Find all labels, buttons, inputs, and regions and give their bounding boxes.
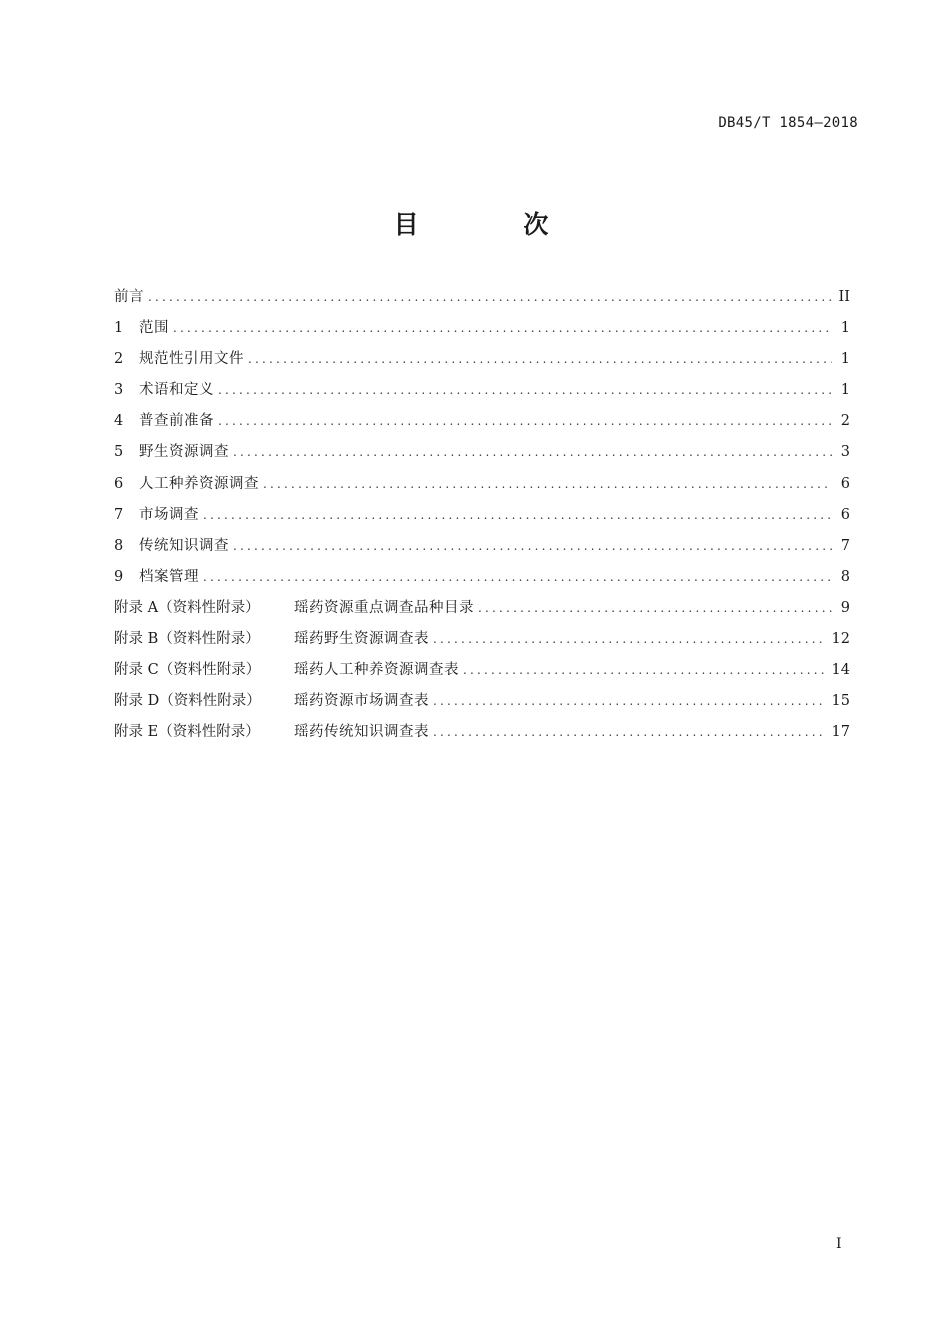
page-title: 目 次 — [393, 210, 597, 239]
toc-leader-dots — [248, 349, 832, 369]
toc-entry[interactable] — [114, 411, 850, 442]
toc-entry-label: 规范性引用文件 — [139, 351, 244, 368]
toc-entry-number: 1 — [114, 320, 124, 337]
toc-leader-dots — [463, 660, 826, 680]
toc-entry-label: 范围 — [139, 320, 169, 337]
toc-entry-page: 7 — [840, 537, 850, 554]
toc-entry-page: 8 — [840, 568, 850, 585]
toc-entry-page: 14 — [831, 662, 850, 679]
toc-entry-appendix-prefix: 附录 D（资料性附录） — [114, 693, 261, 710]
toc-entry-number: 2 — [114, 351, 124, 368]
toc-entry-page: 6 — [840, 475, 850, 492]
toc-leader-dots — [173, 318, 832, 338]
toc-leader-dots — [233, 536, 832, 556]
toc-leader-dots — [203, 567, 832, 587]
toc-leader-dots — [433, 629, 826, 649]
toc-entry-number: 4 — [114, 413, 124, 430]
toc-leader-dots — [433, 722, 826, 742]
toc-entry-page: 1 — [840, 320, 850, 337]
toc-leader-dots — [478, 598, 832, 618]
toc-entry-label: 市场调查 — [139, 506, 199, 523]
toc-entry-label: 瑶药传统知识调查表 — [294, 724, 429, 741]
toc-entry[interactable] — [114, 505, 850, 536]
toc-entry-page: 1 — [840, 351, 850, 368]
toc-entry[interactable] — [114, 629, 850, 660]
toc-entry-appendix-prefix: 附录 E（资料性附录） — [114, 724, 260, 741]
toc-entry-label: 瑶药野生资源调查表 — [294, 631, 429, 648]
toc-entry-page: 2 — [840, 413, 850, 430]
toc-entry-label: 术语和定义 — [139, 382, 214, 399]
toc-entry[interactable] — [114, 536, 850, 567]
toc-entry-page: II — [838, 289, 850, 305]
toc-entry-page: 6 — [840, 506, 850, 523]
toc-entry[interactable] — [114, 598, 850, 629]
table-of-contents — [114, 287, 850, 753]
toc-entry[interactable] — [114, 691, 850, 722]
toc-entry-number: 9 — [114, 568, 124, 585]
toc-entry[interactable] — [114, 474, 850, 505]
toc-entry[interactable] — [114, 349, 850, 380]
toc-entry[interactable] — [114, 318, 850, 349]
standard-code: DB45/T 1854—2018 — [718, 115, 858, 131]
toc-leader-dots — [203, 505, 832, 525]
toc-entry[interactable] — [114, 722, 850, 753]
toc-entry-label: 野生资源调查 — [139, 444, 229, 461]
toc-entry-appendix-prefix: 附录 C（资料性附录） — [114, 662, 261, 679]
toc-entry[interactable] — [114, 380, 850, 411]
toc-leader-dots — [218, 411, 832, 431]
toc-leader-dots — [148, 287, 832, 307]
toc-entry-number: 7 — [114, 506, 124, 523]
toc-entry-number: 8 — [114, 537, 124, 554]
toc-entry-number: 3 — [114, 382, 124, 399]
toc-entry-number: 6 — [114, 475, 124, 492]
toc-entry[interactable] — [114, 567, 850, 598]
toc-entry-page: 15 — [831, 693, 850, 710]
toc-entry-label: 普查前准备 — [139, 413, 214, 430]
toc-entry[interactable] — [114, 660, 850, 691]
toc-entry-appendix-prefix: 附录 A（资料性附录） — [114, 599, 260, 616]
toc-entry-label: 人工种养资源调查 — [139, 475, 259, 492]
toc-entry[interactable] — [114, 442, 850, 473]
toc-entry[interactable] — [114, 287, 850, 318]
toc-leader-dots — [233, 442, 832, 462]
toc-entry-label: 传统知识调查 — [139, 537, 229, 554]
toc-entry-number: 5 — [114, 444, 124, 461]
toc-entry-label: 前言 — [114, 289, 144, 305]
toc-entry-page: 12 — [831, 631, 850, 648]
toc-entry-page: 3 — [840, 444, 850, 461]
toc-entry-page: 17 — [831, 724, 850, 741]
toc-entry-label: 瑶药资源重点调查品种目录 — [294, 599, 474, 616]
toc-entry-appendix-prefix: 附录 B（资料性附录） — [114, 631, 260, 648]
toc-leader-dots — [218, 380, 832, 400]
toc-entry-label: 档案管理 — [139, 568, 199, 585]
toc-leader-dots — [433, 691, 826, 711]
toc-entry-label: 瑶药人工种养资源调查表 — [294, 662, 459, 679]
page-number: I — [836, 1236, 842, 1252]
toc-leader-dots — [263, 474, 832, 494]
toc-entry-page: 9 — [840, 599, 850, 616]
toc-entry-page: 1 — [840, 382, 850, 399]
toc-entry-label: 瑶药资源市场调查表 — [294, 693, 429, 710]
